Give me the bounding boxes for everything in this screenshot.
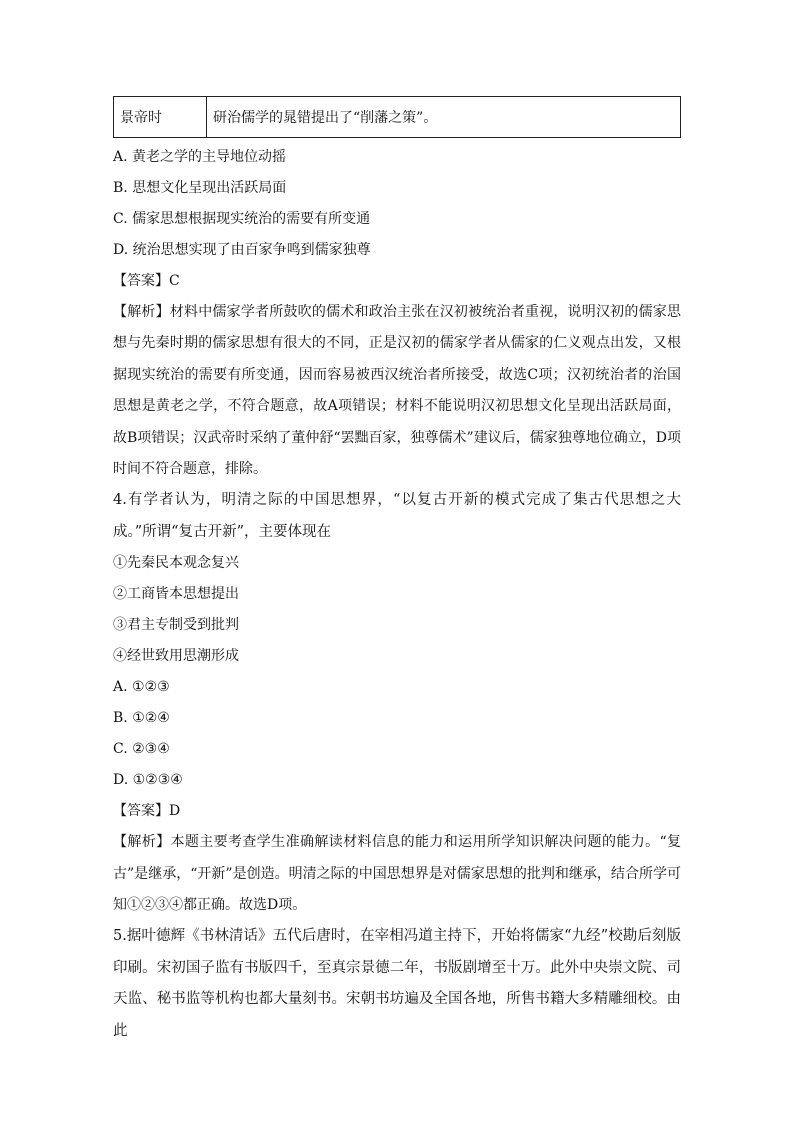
table-row [114, 97, 681, 138]
statement-2: ②工商皆本思想提出 [113, 586, 239, 603]
option-a: A. ①②③ [113, 679, 170, 696]
question-4-stem: 4.有学者认为，明清之际的中国思想界，“以复古开新的模式完成了集古代思想之大成。”所谓“复古开新”，主要体现在 [113, 492, 681, 540]
analysis-paragraph: 【解析】本题主要考查学生准确解读材料信息的能力和运用所学知识解决问题的能力。“复古”是继承，“开新”是创造。明清之际的中国思想界是对儒家思想的批判和继承，结合所学可知①②③④都正确。故选D项。 [113, 834, 681, 914]
option-b: B. ①②④ [113, 710, 170, 727]
answer-label: 【答案】D [113, 803, 181, 820]
question-3-options [113, 142, 681, 266]
material-table [113, 96, 681, 138]
question-5-stem: 5.据叶德辉《书林清话》五代后唐时，在宰相冯道主持下，开始将儒家“九经”校勘后刻版印刷。宋初国子监有书版四千，至真宗景德二年，书版剧增至十万。此外中央崇文院、司天监、秘书监等机构也都大量刻书。宋朝书坊遍及全国各地，所售书籍大多精雕细校。由此 [113, 928, 681, 1039]
option-d: D. ①②③④ [113, 772, 183, 789]
option-d: D. 统治思想实现了由百家争鸣到儒家独尊 [113, 242, 371, 258]
statement-1: ①先秦民本观念复兴 [113, 555, 239, 572]
option-c: C. ②③④ [113, 741, 170, 758]
statement-3: ③君主专制受到批判 [113, 617, 239, 634]
option-c: C. 儒家思想根据现实统治的需要有所变通 [113, 211, 371, 227]
answer-label: 【答案】C [113, 273, 180, 289]
table-cell-period: 景帝时 [114, 97, 207, 138]
option-b: B. 思想文化呈现出活跃局面 [113, 180, 287, 196]
option-a: A. 黄老之学的主导地位动摇 [113, 149, 287, 165]
table-cell-content: 研治儒学的晁错提出了“削藩之策”。 [207, 97, 681, 138]
statement-4: ④经世致用思潮形成 [113, 648, 239, 665]
analysis-paragraph: 【解析】材料中儒家学者所鼓吹的儒术和政治主张在汉初被统治者重视，说明汉初的儒家思想与先秦时期的儒家思想有很大的不同，正是汉初的儒家学者从儒家的仁义观点出发，又根据现实统治的需要有所变通，因而容易被西汉统治者所接受，故选C项；汉初统治者的治国思想是黄老之学，不符合题意，故A项错误；材料不能说明汉初思想文化呈现出活跃局面，故B项错误；汉武帝时采纳了董仲舒“罢黜百家，独尊儒术”建议后，儒家独尊地位确立，D项时间不符合题意，排除。 [113, 304, 681, 478]
document-page [113, 96, 681, 1047]
